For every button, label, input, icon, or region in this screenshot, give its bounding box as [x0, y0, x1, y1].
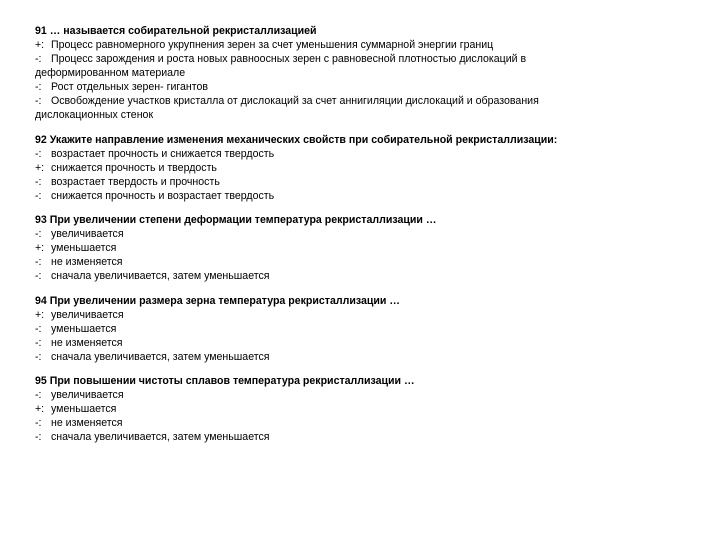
option-text: уменьшается [51, 403, 117, 415]
option-text: сначала увеличивается, затем уменьшается [51, 270, 270, 282]
answer-option [35, 161, 620, 175]
question-title: 91 … называется собирательной рекристаллизацией [35, 25, 317, 37]
option-mark: +: [35, 161, 45, 174]
answer-option [35, 94, 620, 122]
answer-option [35, 350, 620, 364]
option-text: сначала увеличивается, затем уменьшается [51, 431, 270, 443]
option-mark: -: [35, 431, 42, 443]
option-text: уменьшается [51, 322, 117, 335]
option-text: уменьшается [51, 242, 117, 254]
question-title: 94 При увеличении размера зерна температура рекристаллизации … [35, 294, 400, 307]
option-mark: +: [35, 242, 45, 254]
answer-option [35, 38, 620, 52]
option-mark: -: [35, 175, 42, 188]
question-95 [35, 374, 620, 444]
option-mark: +: [35, 39, 45, 51]
question-92 [35, 133, 620, 203]
answer-option [35, 430, 620, 444]
option-mark: -: [35, 53, 42, 65]
answer-option [35, 241, 620, 255]
option-text: не изменяется [51, 417, 123, 429]
option-mark: -: [35, 322, 42, 335]
answer-option [35, 227, 620, 241]
question-91 [35, 24, 620, 122]
answer-option [35, 147, 620, 161]
option-mark: -: [35, 336, 42, 349]
question-title: 92 Укажите направление изменения механических свойств при собирательной рекристаллизации: [35, 133, 558, 146]
answer-option [35, 336, 620, 350]
option-mark: +: [35, 403, 45, 415]
answer-option [35, 52, 620, 80]
option-text: Освобождение участков кристалла от дислокаций за счет аннигиляции дислокаций и образования дислокационных стенок [35, 95, 539, 121]
answer-option [35, 322, 620, 336]
option-text: не изменяется [51, 336, 123, 349]
option-mark: -: [35, 147, 42, 160]
answer-option [35, 255, 620, 269]
answer-option [35, 402, 620, 416]
option-text: Процесс равномерного укрупнения зерен за счет уменьшения суммарной энергии границ [51, 39, 494, 51]
option-text: Процесс зарождения и роста новых равноосных зерен с равновесной плотностью дислокаций в деформированном материале [35, 53, 527, 79]
answer-option [35, 388, 620, 402]
option-mark: -: [35, 389, 42, 401]
option-mark: +: [35, 308, 45, 321]
question-93 [35, 213, 620, 283]
option-mark: -: [35, 95, 42, 107]
answer-option [35, 80, 620, 94]
answer-option [35, 269, 620, 283]
option-mark: -: [35, 270, 42, 282]
option-text: снижается прочность и возрастает твердость [51, 189, 275, 202]
option-text: снижается прочность и твердость [51, 161, 217, 174]
option-text: не изменяется [51, 256, 123, 268]
question-title: 95 При повышении чистоты сплавов температура рекристаллизации … [35, 375, 415, 387]
option-text: Рост отдельных зерен- гигантов [51, 81, 209, 93]
answer-option [35, 175, 620, 189]
document-page [35, 24, 620, 455]
option-text: увеличивается [51, 308, 124, 321]
option-text: возрастает прочность и снижается твердость [51, 147, 275, 160]
option-mark: -: [35, 350, 42, 363]
option-mark: -: [35, 417, 42, 429]
question-title: 93 При увеличении степени деформации температура рекристаллизации … [35, 214, 437, 226]
option-text: увеличивается [51, 228, 124, 240]
answer-option [35, 189, 620, 203]
answer-option [35, 416, 620, 430]
option-text: увеличивается [51, 389, 124, 401]
option-text: возрастает твердость и прочность [51, 175, 220, 188]
option-mark: -: [35, 228, 42, 240]
option-mark: -: [35, 189, 42, 202]
option-mark: -: [35, 256, 42, 268]
option-mark: -: [35, 81, 42, 93]
option-text: сначала увеличивается, затем уменьшается [51, 350, 270, 363]
question-94 [35, 294, 620, 364]
answer-option [35, 308, 620, 322]
